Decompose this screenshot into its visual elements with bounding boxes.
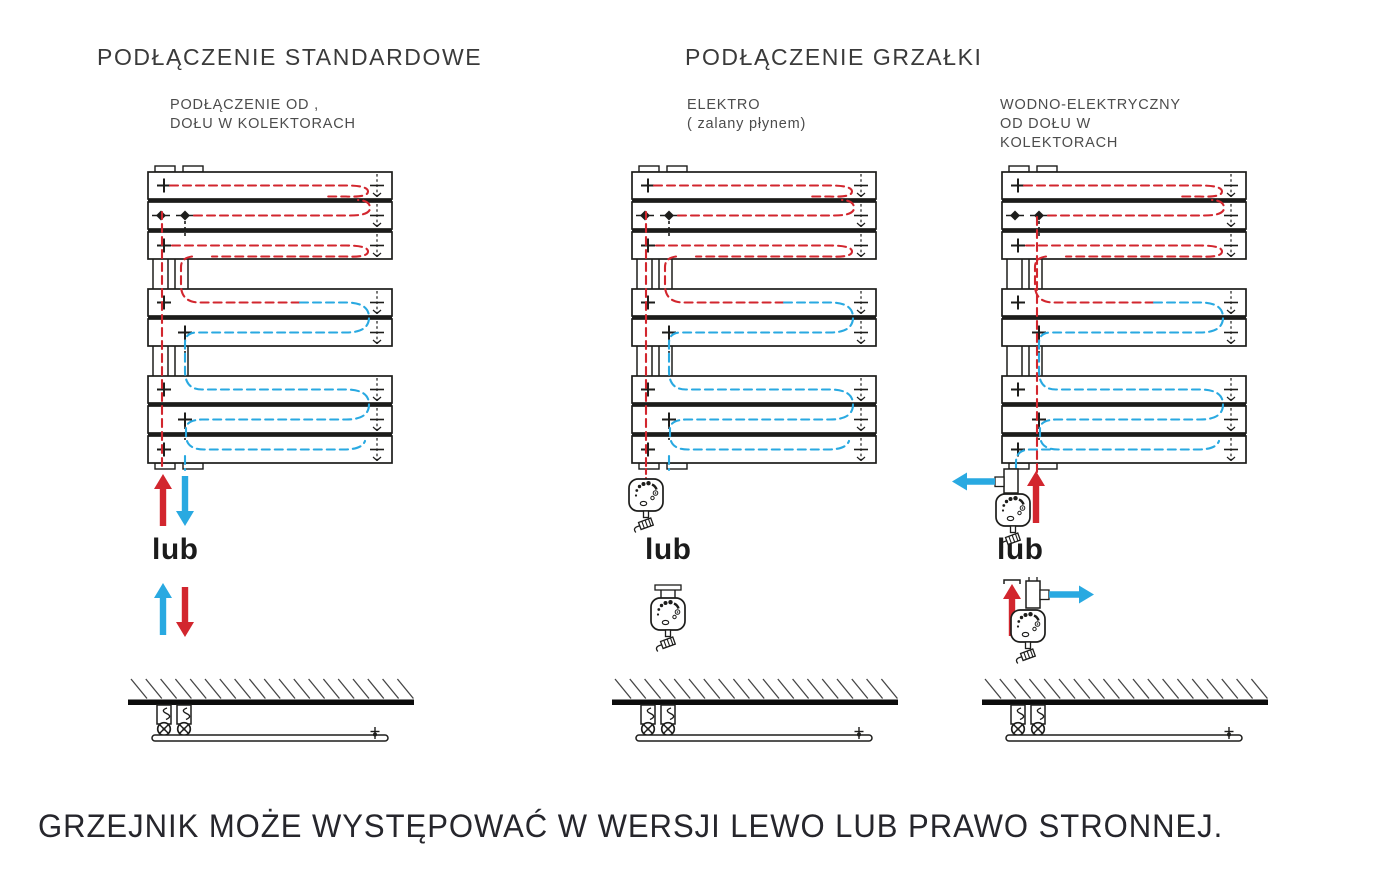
wall-bracket-valve-icon bbox=[1031, 705, 1045, 735]
wall-mount-section-3 bbox=[982, 679, 1268, 741]
wall-bracket-valve-icon bbox=[177, 705, 191, 735]
heater-control-icon bbox=[1011, 610, 1045, 664]
diagram1-label-line1: PODŁĄCZENIE OD , bbox=[170, 97, 319, 113]
flow-direction-arrow bbox=[176, 476, 194, 526]
radiator-standard bbox=[148, 166, 392, 470]
flow-direction-arrow bbox=[952, 473, 995, 491]
mounting-tab bbox=[1037, 166, 1057, 172]
wall-mount-section-1 bbox=[128, 679, 414, 741]
mounting-tab bbox=[667, 166, 687, 172]
wall-bracket-valve-icon bbox=[1011, 705, 1025, 735]
diagram3-or-label: lub bbox=[997, 533, 1044, 566]
diagram2-label bbox=[687, 96, 806, 134]
mounting-tab bbox=[155, 463, 175, 469]
diagram1-or-label: lub bbox=[152, 533, 199, 566]
wall-bracket-valve-icon bbox=[661, 705, 675, 735]
diagram1-arrows-option2 bbox=[154, 583, 194, 637]
flow-direction-arrow bbox=[176, 587, 194, 637]
diagram3-label-line2: OD DOŁU W bbox=[1000, 116, 1091, 132]
mounting-tab bbox=[639, 463, 659, 469]
diagram1-label-line2: DOŁU W KOLEKTORACH bbox=[170, 116, 356, 132]
mounting-tab bbox=[183, 166, 203, 172]
diagram2-label-line1: ELEKTRO bbox=[687, 97, 761, 113]
diagram3-label bbox=[1000, 96, 1181, 153]
diagram1-arrows-option1 bbox=[154, 474, 194, 526]
diagram3-label-line1: WODNO-ELEKTRYCZNY bbox=[1000, 97, 1181, 113]
diagram2-label-line2: ( zalany płynem) bbox=[687, 116, 807, 132]
mounting-tab bbox=[155, 166, 175, 172]
radiator-electric bbox=[632, 166, 876, 470]
power-plug-icon bbox=[655, 637, 676, 652]
mounting-tab bbox=[639, 166, 659, 172]
footer-note: GRZEJNIK MOŻE WYSTĘPOWAĆ W WERSJI LEWO LUB PRAWO STRONNEJ. bbox=[38, 808, 1224, 844]
power-plug-icon bbox=[1015, 649, 1036, 664]
mounting-tab bbox=[1009, 463, 1029, 469]
diagram3-label-line3: KOLEKTORACH bbox=[1000, 135, 1119, 151]
mounting-tab bbox=[1037, 463, 1057, 469]
section-title-heater: PODŁĄCZENIE GRZAŁKI bbox=[685, 44, 983, 70]
flow-direction-arrow bbox=[154, 583, 172, 635]
diagram1-label bbox=[170, 96, 356, 134]
section-title-standard: PODŁĄCZENIE STANDARDOWE bbox=[97, 44, 483, 70]
heater-control-icon bbox=[629, 479, 663, 533]
diagram2-or-label: lub bbox=[645, 533, 692, 566]
wall-mount-section-2 bbox=[612, 679, 898, 741]
power-plug-icon bbox=[633, 518, 654, 533]
mounting-tab bbox=[1009, 166, 1029, 172]
flow-direction-arrow bbox=[154, 474, 172, 526]
wall-bracket-valve-icon bbox=[641, 705, 655, 735]
diagram3-option2 bbox=[1003, 577, 1094, 664]
radiator-water-electric bbox=[1002, 166, 1246, 472]
heater-standalone bbox=[651, 585, 685, 652]
wall-bracket-valve-icon bbox=[157, 705, 171, 735]
flow-direction-arrow bbox=[1049, 586, 1094, 604]
heater-control-icon bbox=[651, 598, 685, 652]
